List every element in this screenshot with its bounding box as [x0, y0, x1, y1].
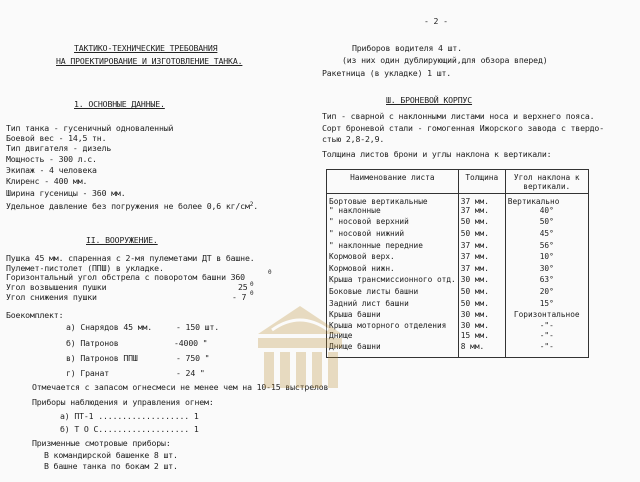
basic-line: Боевой вес - 14,5 тн.: [6, 133, 107, 143]
plate-name-cell: " носовой нижний: [327, 227, 459, 239]
degree-mark: 0: [250, 281, 254, 288]
optics-item: б) Т О С................... 1: [60, 424, 199, 434]
table-row: [327, 227, 589, 239]
degree-mark: 0: [268, 269, 272, 276]
flamethrower-line: Отмечается с запасом огнесмеси не менее чем на 10-15 выстрелов: [32, 382, 329, 392]
header-plate-name: Наименование листа: [327, 170, 459, 194]
table-row: [327, 273, 589, 285]
table-intro: Толщина листов брони и углы наклона к вертикали:: [322, 149, 552, 159]
armament-line: Пушка 45 мм. спаренная с 2-мя пулеметами ДТ в башне.: [6, 253, 255, 263]
ammo-label: а) Снарядов 45 мм.: [66, 322, 153, 332]
ammo-value: - 750 ": [176, 353, 210, 363]
thickness-cell: 37 мм.: [458, 239, 505, 251]
elevation-value: 25: [238, 282, 248, 292]
basic-line: Тип двигателя - дизель: [6, 143, 112, 153]
plate-name-cell: Бортовые вертикальные: [327, 194, 459, 207]
thickness-cell: 50 мм.: [458, 215, 505, 227]
optics-item: а) ПТ-1 ................... 1: [60, 411, 199, 421]
angle-cell: 30°: [505, 262, 588, 274]
doc-title-line2: НА ПРОЕКТИРОВАНИЕ И ИЗГОТОВЛЕНИЕ ТАНКА.: [56, 56, 243, 66]
basic-line: Клиренс - 400 мм.: [6, 176, 88, 186]
table-row: [327, 194, 589, 207]
angle-cell: 40°: [505, 207, 588, 216]
basic-line: Мощность - 300 л.с.: [6, 154, 97, 164]
armor-table: [326, 169, 589, 358]
ammo-label: в) Патронов ППШ: [66, 353, 138, 363]
angle-cell: 50°: [505, 215, 588, 227]
table-header-row: [327, 170, 589, 194]
flare-gun-line: Ракетница (в укладке) 1 шт.: [322, 68, 452, 78]
driver-devices-line: Приборов водителя 4 шт.: [352, 43, 462, 53]
angle-cell: 15°: [505, 297, 588, 309]
angle-cell: 56°: [505, 239, 588, 251]
section2-title: II. ВООРУЖЕНИЕ.: [86, 235, 158, 245]
angle-cell: 63°: [505, 273, 588, 285]
thickness-cell: 15 мм.: [458, 330, 505, 341]
angle-cell: Горизонтальное: [505, 308, 588, 320]
plate-name-cell: Крыша трансмиссионного отд.: [327, 273, 459, 285]
table-row: [327, 320, 589, 331]
table-row: [327, 341, 589, 357]
doc-title-line1: ТАКТИКО-ТЕХНИЧЕСКИЕ ТРЕБОВАНИЯ: [74, 43, 218, 53]
table-row: [327, 297, 589, 309]
angle-cell: 45°: [505, 227, 588, 239]
thickness-cell: 50 мм.: [458, 297, 505, 309]
armament-line: Угол возвышения пушки: [6, 282, 107, 292]
plate-name-cell: " носовой верхний: [327, 215, 459, 227]
header-thickness: Толщина: [458, 170, 505, 194]
angle-cell: -"-: [505, 330, 588, 341]
prism-title: Призменные смотровые приборы:: [32, 438, 171, 448]
table-row: [327, 215, 589, 227]
table-row: [327, 330, 589, 341]
angle-cell: 20°: [505, 285, 588, 297]
table-row: [327, 262, 589, 274]
thickness-cell: 8 мм.: [458, 341, 505, 357]
armament-line: Угол снижения пушки: [6, 292, 97, 302]
table-row: [327, 250, 589, 262]
table-row: [327, 239, 589, 251]
pressure-text: Удельное давление без погружения не более 0,6 кг/см: [6, 201, 250, 211]
plate-name-cell: Кормовой верх.: [327, 250, 459, 262]
plate-name-cell: Задний лист башни: [327, 297, 459, 309]
plate-name-cell: Днище: [327, 330, 459, 341]
thickness-cell: 30 мм.: [458, 320, 505, 331]
table-row: [327, 207, 589, 216]
table-row: [327, 308, 589, 320]
thickness-cell: 37 мм.: [458, 207, 505, 216]
archive-watermark-icon: [250, 300, 350, 400]
hull-type-line: Тип - сварной с наклонными листами носа и верхнего пояса.: [322, 111, 595, 121]
header-angle: Угол наклона к вертикали.: [505, 170, 588, 194]
armament-line: Горизонтальный угол обстрела с поворотом башни 360: [6, 272, 245, 282]
plate-name-cell: " наклонные: [327, 207, 459, 216]
page-number: - 2 -: [424, 16, 448, 26]
ammo-label: б) Патронов: [66, 338, 119, 348]
table-row: [327, 285, 589, 297]
plate-name-cell: " наклонные передние: [327, 239, 459, 251]
pressure-superscript: 2: [249, 201, 254, 208]
thickness-cell: 30 мм.: [458, 308, 505, 320]
angle-cell: -"-: [505, 320, 588, 331]
basic-line: Удельное давление без погружения не более 0,6 $кг/см^2$.: [6, 201, 258, 211]
angle-cell: -"-: [505, 341, 588, 357]
thickness-cell: 37 мм.: [458, 262, 505, 274]
ammo-value: - 24 ": [176, 368, 205, 378]
ammo-title: Боекомплект:: [6, 310, 64, 320]
thickness-cell: 50 мм.: [458, 227, 505, 239]
basic-line: Экипаж - 4 человека: [6, 165, 97, 175]
angle-cell: 10°: [505, 250, 588, 262]
plate-name-cell: Крыша моторного отделения: [327, 320, 459, 331]
prism-item: В командирской башенке 8 шт.: [44, 450, 178, 460]
ammo-value: -4000 ": [174, 338, 208, 348]
basic-line: Ширина гусеницы - 360 мм.: [6, 188, 126, 198]
prism-item: В башне танка по бокам 2 шт.: [44, 461, 178, 471]
section3-title: Ш. БРОНЕВОЙ КОРПУС: [386, 95, 473, 105]
thickness-cell: 37 мм.: [458, 250, 505, 262]
ammo-label: г) Гранат: [66, 368, 110, 378]
basic-line: Тип танка - гусеничный одноваленный: [6, 123, 174, 133]
plate-name-cell: Кормовой нижн.: [327, 262, 459, 274]
section1-title: 1. ОСНОВНЫЕ ДАННЫЕ.: [74, 99, 165, 109]
driver-devices-note: (из них один дублирующий,для обзора вперед): [342, 55, 548, 65]
optics-title: Приборы наблюдения и управления огнем:: [32, 397, 214, 407]
plate-name-cell: Боковые листы башни: [327, 285, 459, 297]
degree-mark: 0: [250, 290, 254, 297]
thickness-cell: 50 мм.: [458, 285, 505, 297]
steel-hardness-line: стью 2,8-2,9.: [322, 134, 385, 144]
depression-value: - 7: [232, 292, 247, 302]
armament-line: Пулемет-пистолет (ППШ) в укладке.: [6, 263, 164, 273]
angle-cell: Вертикально: [505, 194, 588, 207]
thickness-cell: 37 мм.: [458, 194, 505, 207]
plate-name-cell: Крыша башни: [327, 308, 459, 320]
thickness-cell: 30 мм.: [458, 273, 505, 285]
steel-grade-line: Сорт броневой стали - гомогенная Ижорского завода с твердо-: [322, 123, 604, 133]
ammo-value: - 150 шт.: [176, 322, 220, 332]
plate-name-cell: Днище башни: [327, 341, 459, 357]
